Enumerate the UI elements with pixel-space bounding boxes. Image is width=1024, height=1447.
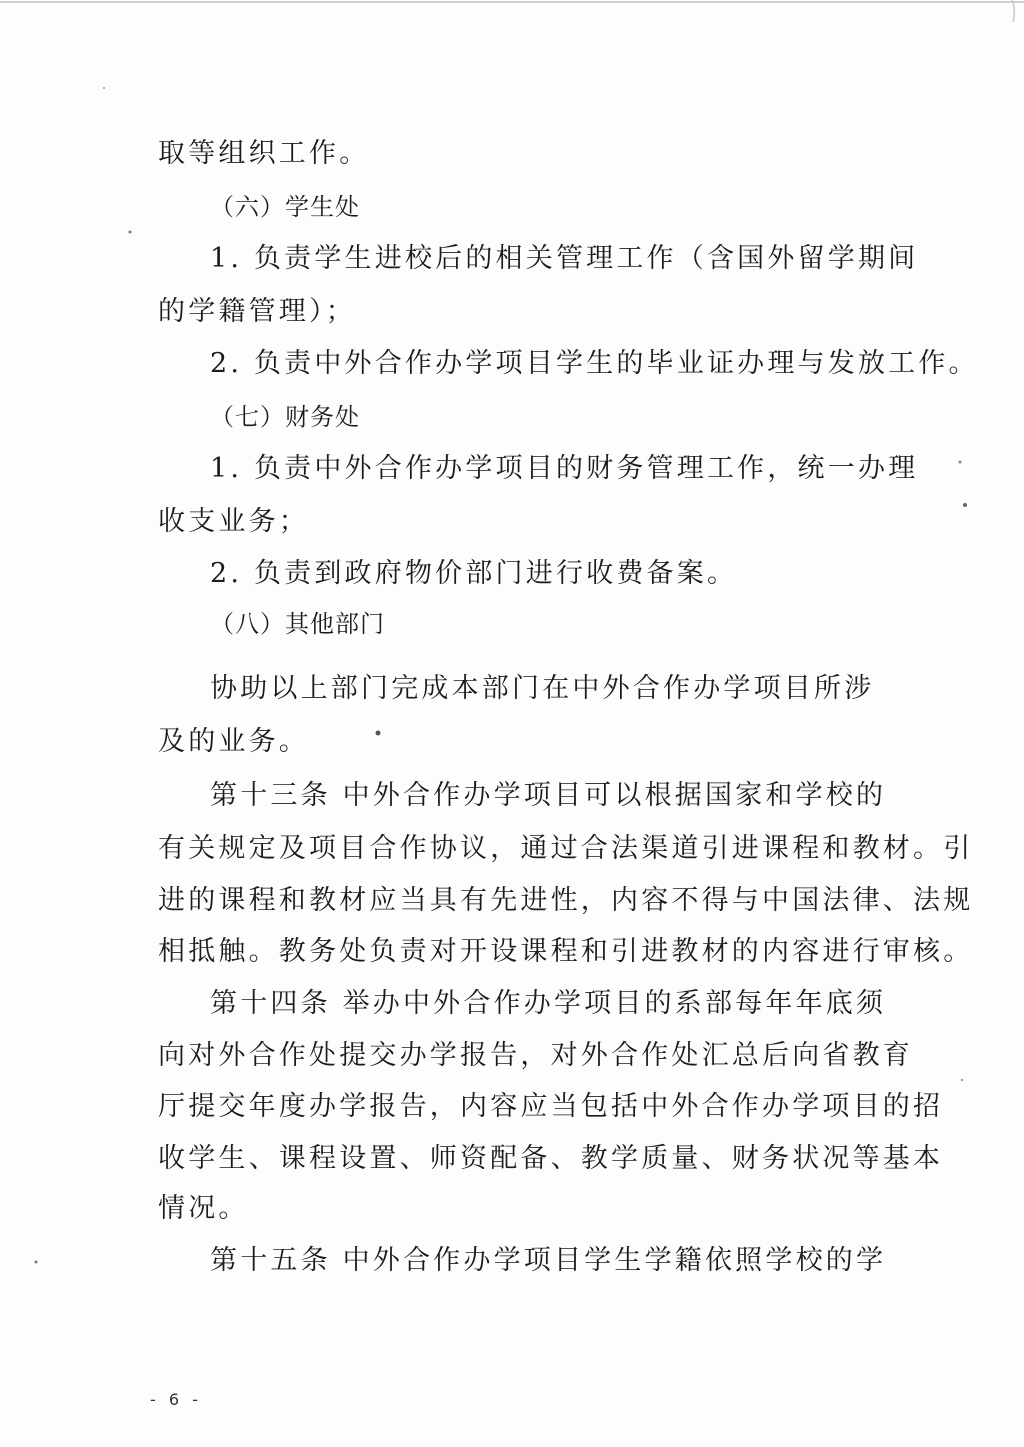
text-line: 协助以上部门完成本部门在中外合作办学项目所涉 xyxy=(210,673,875,704)
text-line: 取等组织工作。 xyxy=(158,138,370,169)
text-line: 及的业务。 xyxy=(158,726,309,757)
section-heading: （八）其他部门 xyxy=(210,610,385,638)
text-line: 收支业务； xyxy=(158,506,309,537)
article-line: 第十五条 中外合作办学项目学生学籍依照学校的学 xyxy=(210,1245,887,1276)
section-heading: （七）财务处 xyxy=(210,403,360,431)
text-line: 情况。 xyxy=(158,1193,249,1224)
text-line: 1. 负责学生进校后的相关管理工作（含国外留学期间 xyxy=(210,243,919,274)
text-line: 进的课程和教材应当具有先进性，内容不得与中国法律、法规 xyxy=(158,885,974,916)
text-line: 2. 负责中外合作办学项目学生的毕业证办理与发放工作。 xyxy=(210,348,979,379)
text-line: 向对外合作处提交办学报告，对外合作处汇总后向省教育 xyxy=(158,1040,913,1071)
section-heading: （六）学生处 xyxy=(210,193,360,221)
text-line: 2. 负责到政府物价部门进行收费备案。 xyxy=(210,558,738,589)
text-line: 相抵触。教务处负责对开设课程和引进教材的内容进行审核。 xyxy=(158,936,974,967)
text-line: 厅提交年度办学报告，内容应当包括中外合作办学项目的招 xyxy=(158,1091,944,1122)
article-line: 第十四条 举办中外合作办学项目的系部每年年底须 xyxy=(210,988,887,1019)
text-line: 收学生、课程设置、师资配备、教学质量、财务状况等基本 xyxy=(158,1143,944,1174)
article-line: 第十三条 中外合作办学项目可以根据国家和学校的 xyxy=(210,780,887,811)
text-line: 有关规定及项目合作协议，通过合法渠道引进课程和教材。引 xyxy=(158,833,974,864)
page-number: - 6 - xyxy=(150,1390,202,1409)
text-line: 的学籍管理）； xyxy=(158,296,356,327)
text-line: 1. 负责中外合作办学项目的财务管理工作，统一办理 xyxy=(210,453,919,484)
